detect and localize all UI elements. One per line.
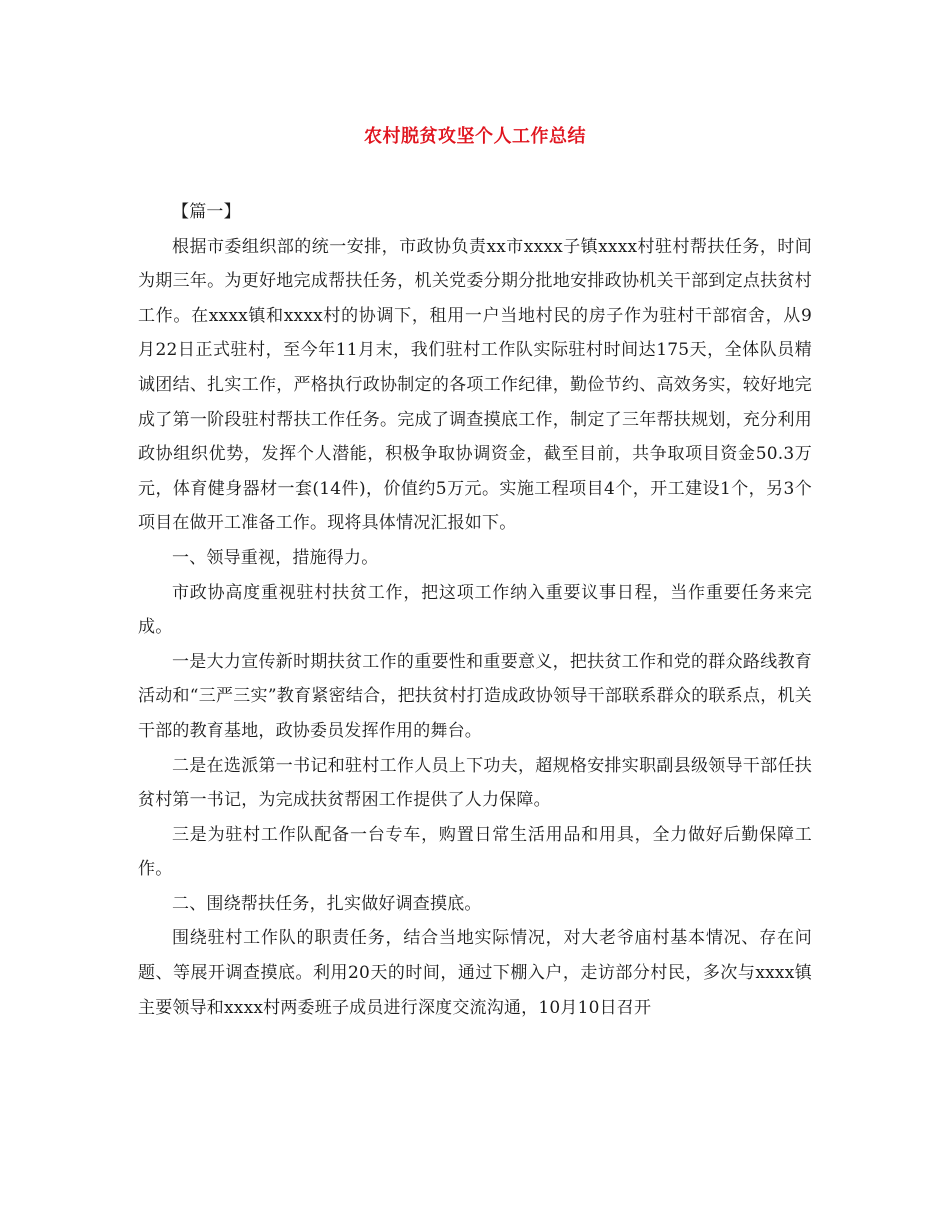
paragraph: 三是为驻村工作队配备一台专车，购置日常生活用品和用具，全力做好后勤保障工作。 <box>138 824 812 880</box>
paragraph: 一是大力宣传新时期扶贫工作的重要性和重要意义，把扶贫工作和党的群众路线教育活动和“三严三实”教育紧密结合，把扶贫村打造成政协领导干部联系群众的联系点，机关干部的教育基地，政协委员发挥作用的舞台。 <box>138 651 812 741</box>
document-title: 农村脱贫攻坚个人工作总结 <box>364 126 586 147</box>
section-heading: 一、领导重视，措施得力。 <box>172 547 379 568</box>
paragraph: 围绕驻村工作队的职责任务，结合当地实际情况，对大老爷庙村基本情况、存在问题、等展开调查摸底。利用20天的时间，通过下棚入户，走访部分村民，多次与xxxx镇主要领导和xxxx村两委班子成员进行深度交流沟通，10月10日召开 <box>138 928 812 1018</box>
document-body <box>138 195 812 1025</box>
section-heading: 【篇一】 <box>172 202 241 222</box>
section-heading: 二、围绕帮扶任务，扎实做好调查摸底。 <box>172 893 482 914</box>
paragraph: 根据市委组织部的统一安排，市政协负责xx市xxxx子镇xxxx村驻村帮扶任务，时间为期三年。为更好地完成帮扶任务，机关党委分期分批地安排政协机关干部到定点扶贫村工作。在xxxx镇和xxxx村的协调下，租用一户当地村民的房子作为驻村干部宿舍，从9月22日正式驻村，至今年11月末，我们驻村工作队实际驻村时间达175天，全体队员精诚团结、扎实工作，严格执行政协制定的各项工作纪律，勤俭节约、高效务实，较好地完成了第一阶段驻村帮扶工作任务。完成了调查摸底工作，制定了三年帮扶规划，充分利用政协组织优势，发挥个人潜能，积极争取协调资金，截至目前，共争取项目资金50.3万元，体育健身器材一套(14件)，价值约5万元。实施工程项目4个，开工建设1个，另3个项目在做开工准备工作。现将具体情况汇报如下。 <box>138 236 812 534</box>
paragraph: 市政协高度重视驻村扶贫工作，把这项工作纳入重要议事日程，当作重要任务来完成。 <box>138 582 812 638</box>
paragraph: 二是在选派第一书记和驻村工作人员上下功夫，超规格安排实职副县级领导干部任扶贫村第一书记，为完成扶贫帮困工作提供了人力保障。 <box>138 755 812 811</box>
